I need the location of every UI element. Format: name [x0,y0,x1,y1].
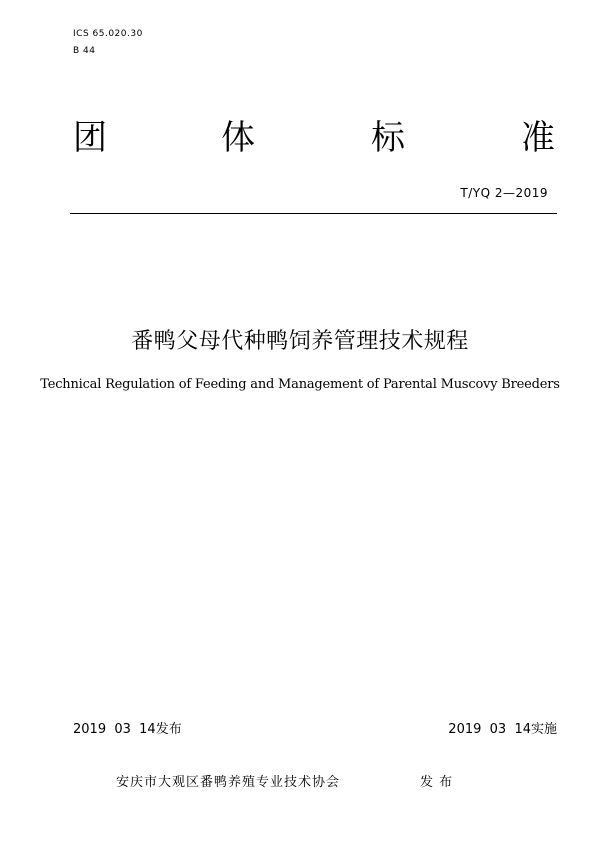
title-char: 标 [371,118,405,158]
publisher-name: 安庆市大观区番鸭养殖专业技术协会 [116,775,341,790]
implementation-date: 2019 03 14实施 [448,722,557,737]
header-divider [70,213,557,214]
issue-date: 2019 03 14发布 [73,722,182,737]
title-char: 体 [221,118,255,158]
standard-number: T/YQ 2—2019 [460,186,548,200]
standard-type-title [73,116,563,160]
title-char: 准 [521,118,555,158]
chinese-title: 番鸭父母代种鸭饲养管理技术规程 [131,329,469,354]
publish-label: 发 布 [420,775,454,790]
title-char: 团 [73,118,107,158]
english-title: Technical Regulation of Feeding and Management of Parental Muscovy Breeders [40,377,560,392]
ics-code: ICS 65.020.30 [73,29,143,39]
classification-code: B 44 [73,46,96,56]
